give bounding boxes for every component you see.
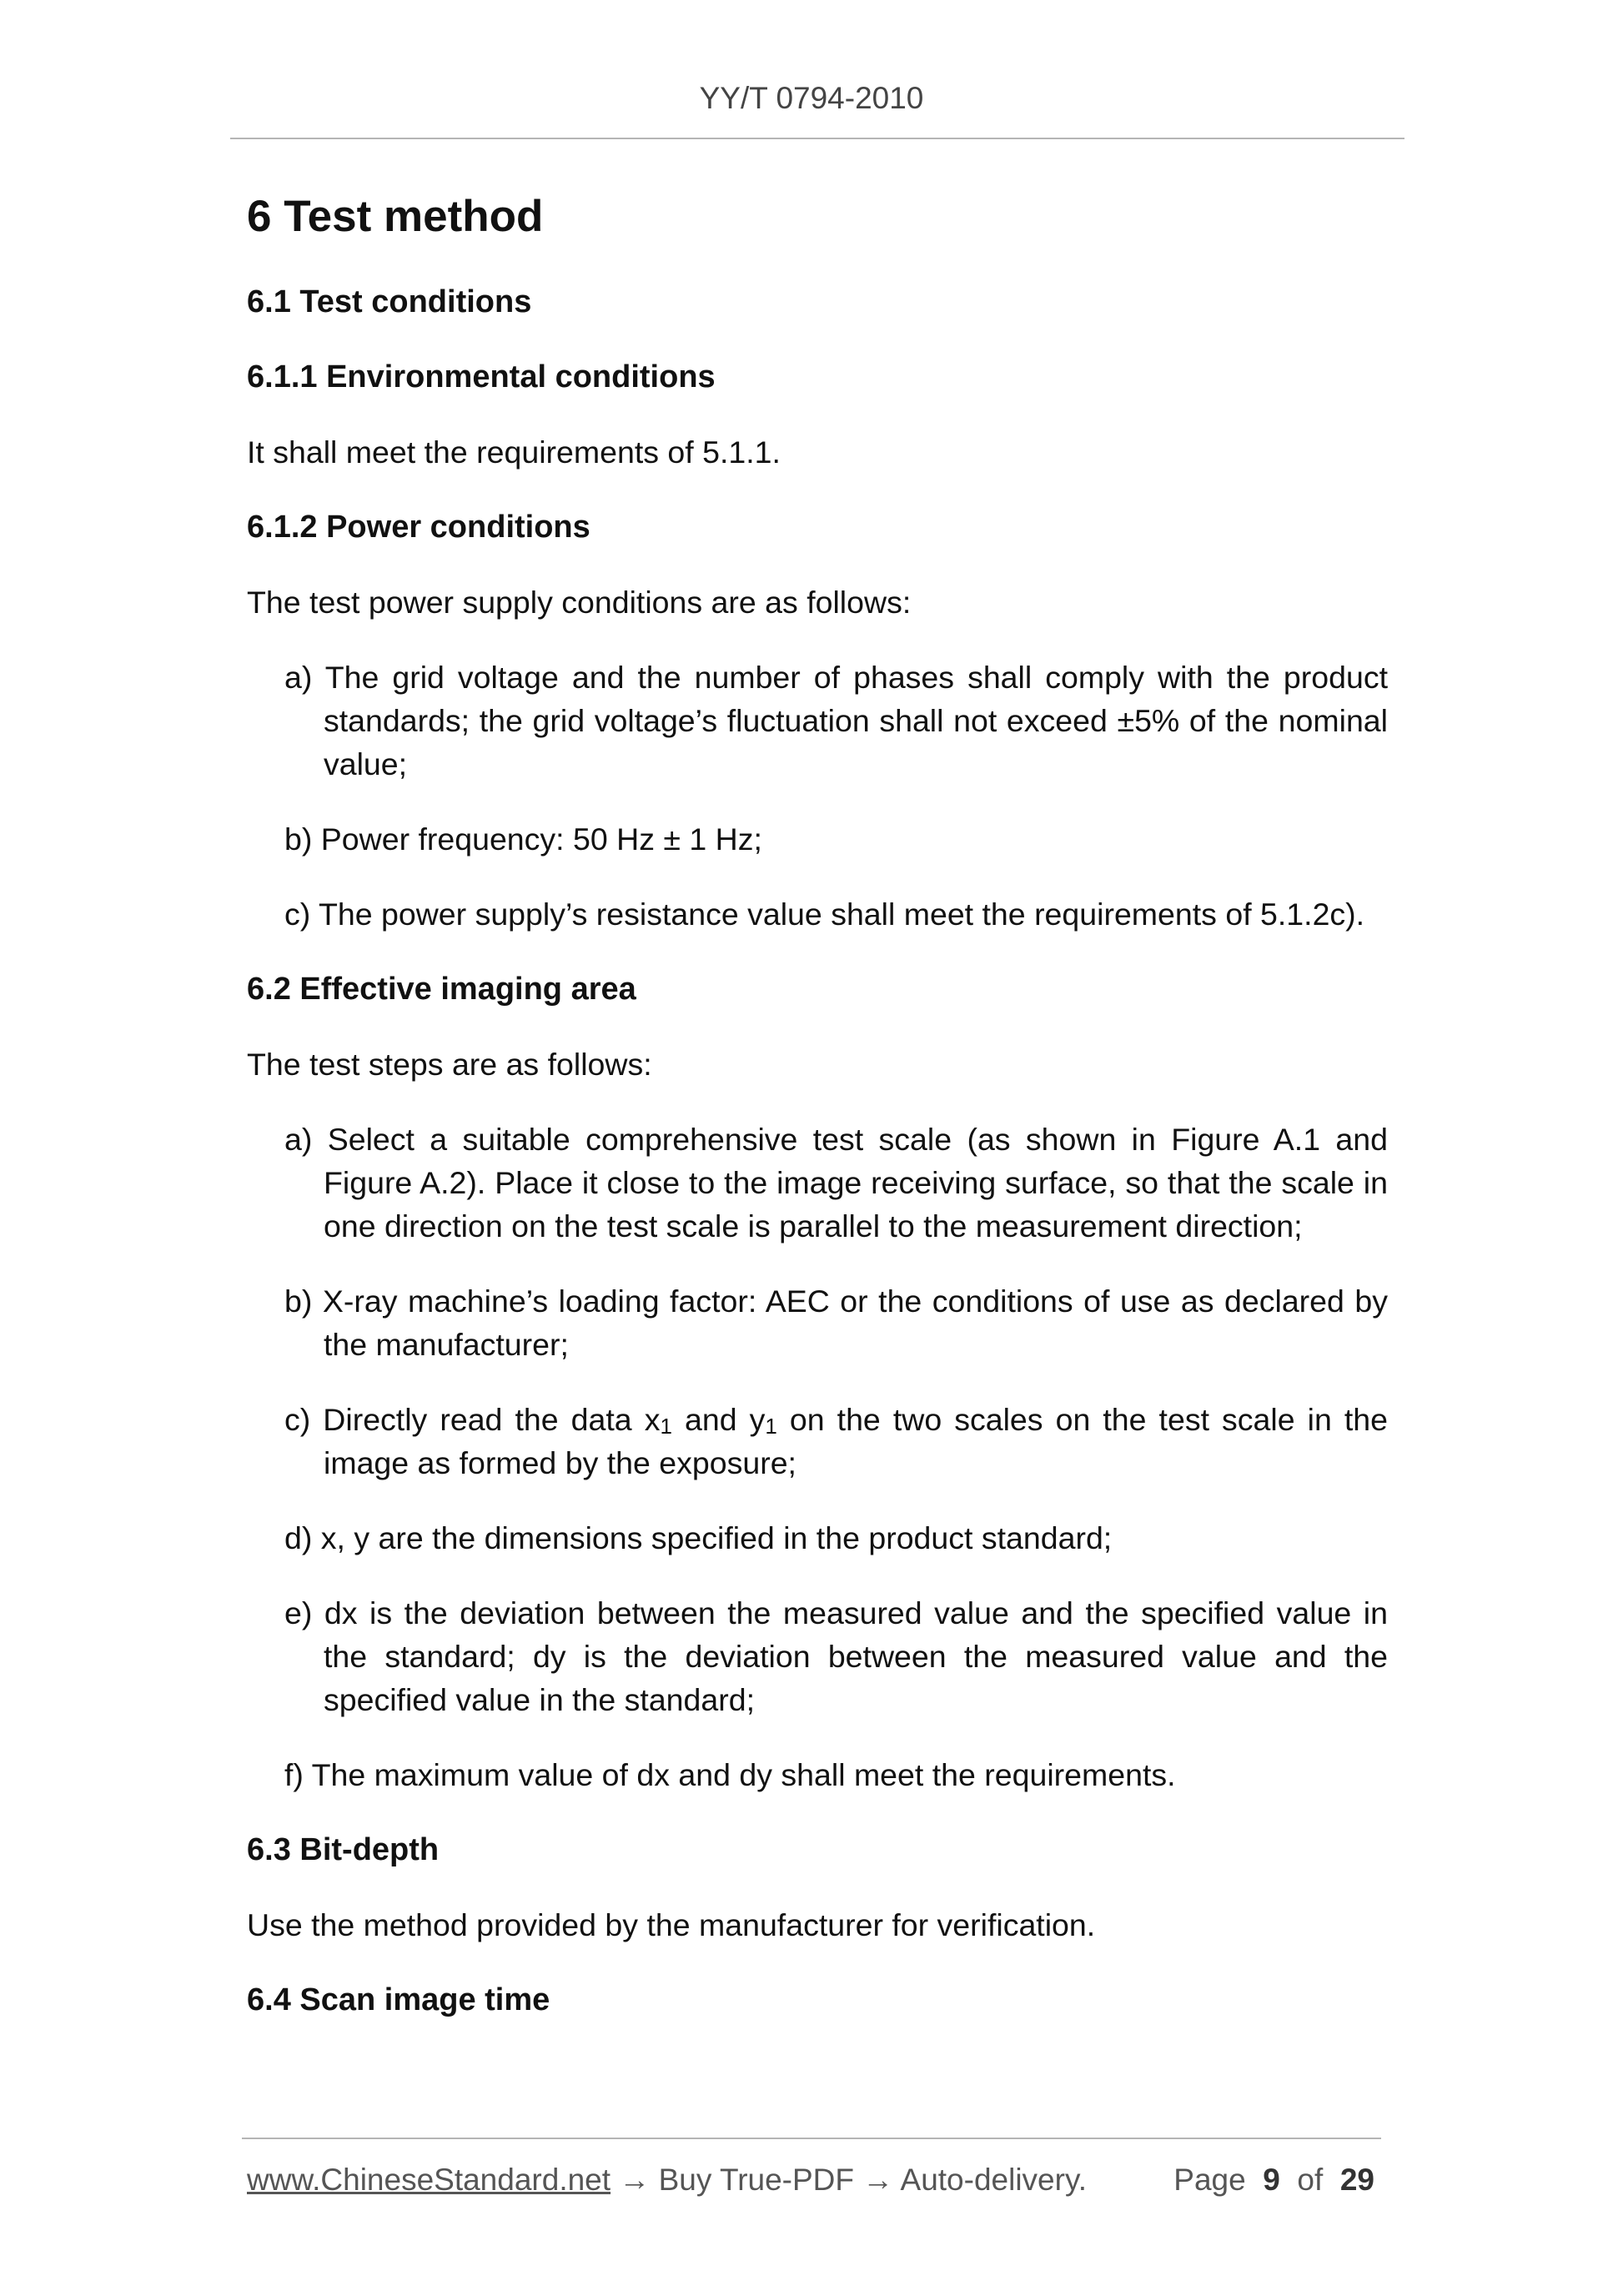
section-6-1-1-title: 6.1.1 Environmental conditions: [247, 359, 716, 394]
footer-divider: [242, 2138, 1381, 2139]
list-item: a) The grid voltage and the number of phases shall comply with the product standards; the grid voltage’s fluctuation shall not exceed ±5% of the nominal value;: [284, 660, 1388, 781]
page-of-label: of: [1297, 2163, 1324, 2197]
section-6-3-title: 6.3 Bit-depth: [247, 1832, 440, 1867]
section-6-3-text: Use the method provided by the manufacturer for verification.: [247, 1907, 1096, 1942]
subscript-1: 1: [765, 1414, 777, 1439]
subscript-1: 1: [660, 1414, 672, 1439]
section-6-1-title: 6.1 Test conditions: [247, 284, 532, 319]
website-link[interactable]: www.ChineseStandard.net: [247, 2163, 611, 2197]
section-6-1-1-text: It shall meet the requirements of 5.1.1.: [247, 435, 781, 470]
document-code-header: YY/T 0794-2010: [699, 81, 924, 115]
list-item: [284, 1398, 1388, 1485]
list-item: b) Power frequency: 50 Hz ± 1 Hz;: [284, 821, 762, 857]
section-6-4-title: 6.4 Scan image time: [247, 1982, 550, 2017]
item-c-text-1: c) Directly read the data x: [284, 1402, 661, 1437]
test-steps-list: [247, 1118, 1388, 1796]
section-6-2-intro: The test steps are as follows:: [247, 1047, 652, 1082]
header-divider: [230, 138, 1404, 139]
section-6-title: 6 Test method: [247, 192, 544, 241]
section-6-2-title: 6.2 Effective imaging area: [247, 972, 636, 1007]
item-c-text-2: and y: [671, 1402, 766, 1437]
list-item: e) dx is the deviation between the measured value and the specified value in the standard; dy is the deviation between the measured value and the specified value in the standard;: [284, 1595, 1388, 1717]
list-item: d) x, y are the dimensions specified in the product standard;: [284, 1520, 1113, 1555]
page-label: Page: [1173, 2163, 1246, 2197]
power-conditions-list: [247, 656, 1388, 936]
section-6-1-2-intro: The test power supply conditions are as follows:: [247, 585, 912, 620]
item-c-text-3: on the two scales on the test scale in the image as formed by the exposure;: [324, 1402, 1389, 1480]
current-page-number: 9: [1263, 2163, 1280, 2197]
footer-tagline: → Buy True-PDF → Auto-delivery.: [611, 2163, 1087, 2197]
list-item: f) The maximum value of dx and dy shall meet the requirements.: [284, 1757, 1176, 1792]
page-indicator: [1173, 2162, 1374, 2198]
footer-left: [247, 2162, 1087, 2198]
total-pages-number: 29: [1339, 2163, 1374, 2197]
list-item: c) The power supply’s resistance value shall meet the requirements of 5.1.2c).: [284, 897, 1365, 932]
list-item: b) X-ray machine’s loading factor: AEC or the conditions of use as declared by the manufacturer;: [284, 1284, 1388, 1362]
document-body: [247, 180, 1388, 2022]
list-item: a) Select a suitable comprehensive test scale (as shown in Figure A.1 and Figure A.2). Place it close to the image receiving surface, so that the scale in one direction on the test scale is parallel to the measurement direction;: [284, 1122, 1388, 1243]
section-6-1-2-title: 6.1.2 Power conditions: [247, 510, 590, 545]
